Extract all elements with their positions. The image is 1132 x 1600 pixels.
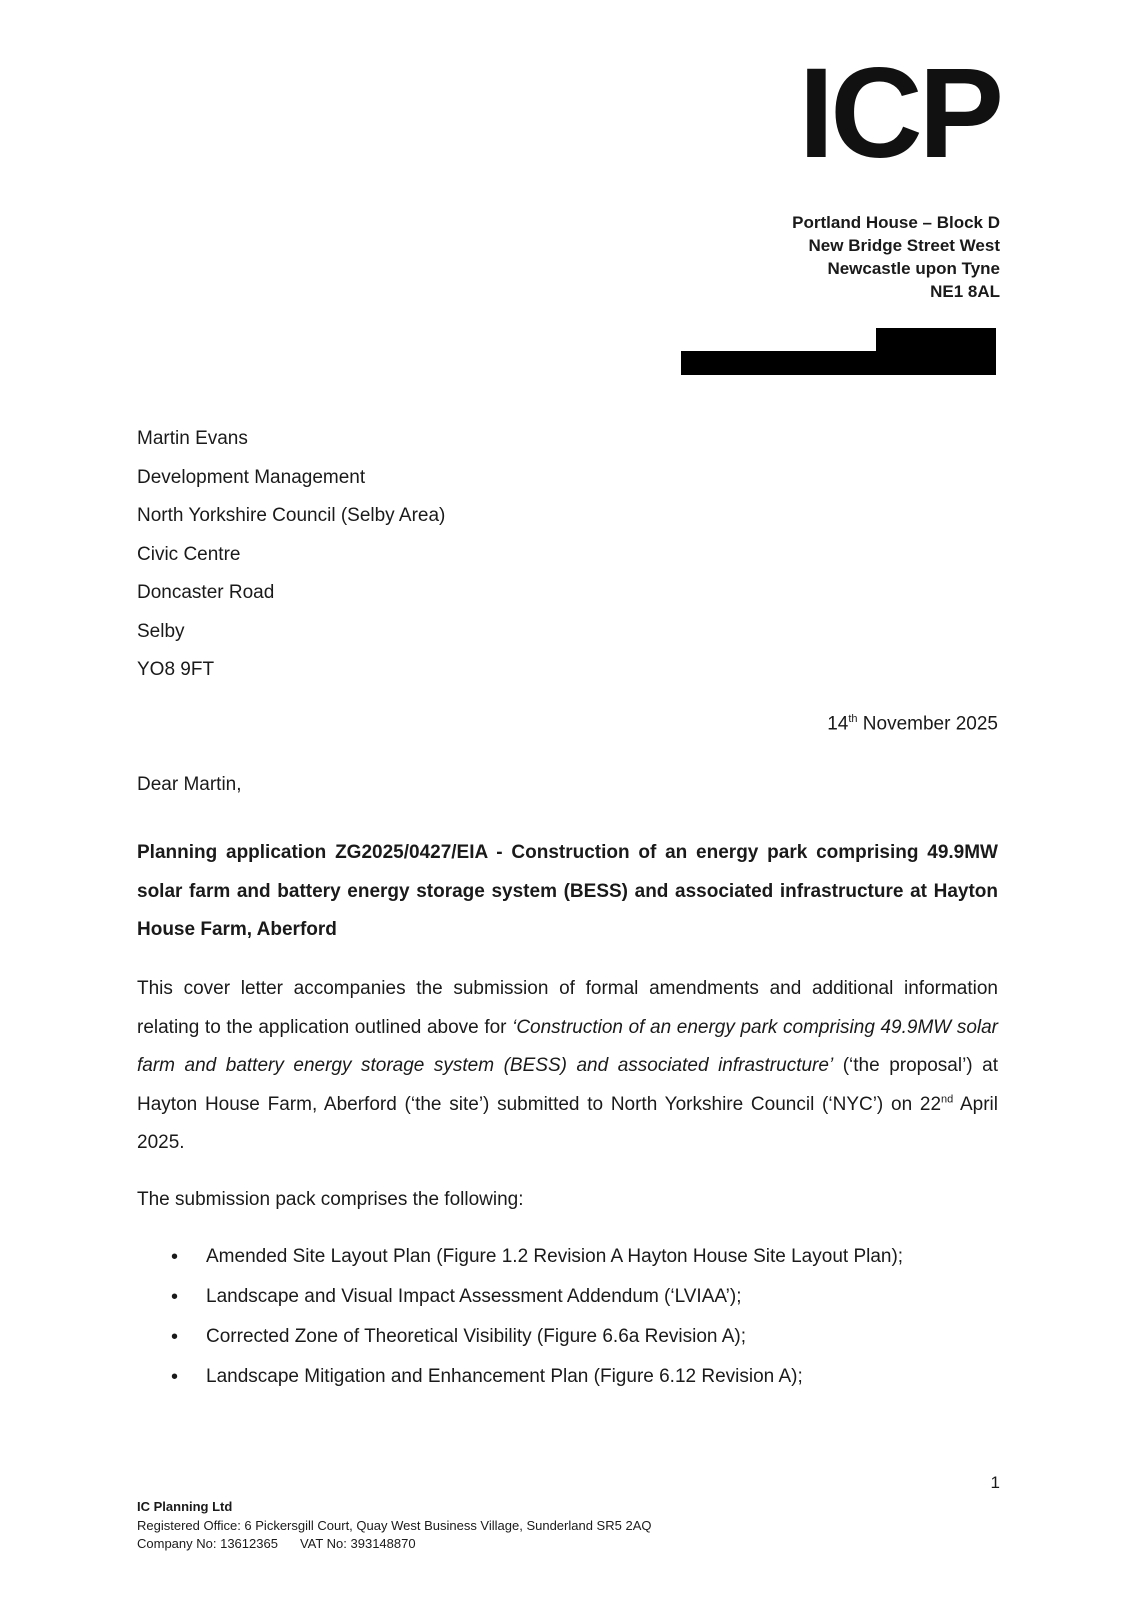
address-line: NE1 8AL xyxy=(930,282,1000,301)
submission-list xyxy=(137,1246,903,1406)
subject-heading: Planning application ZG2025/0427/EIA - Construction of an energy park comprising 49.9MW solar farm and battery energy storage system (BESS) and associated infrastructure at Hayton House Farm, Aberford xyxy=(137,842,998,940)
date-day: 14 xyxy=(827,713,849,735)
footer xyxy=(137,1498,651,1554)
paragraph-text: This cover letter accompanies the submission of formal amendments and additional information relating to the application outlined above for xyxy=(137,978,998,1038)
ordinal-suffix: nd xyxy=(941,1093,954,1106)
list-item: • Landscape and Visual Impact Assessment Addendum (‘LVIAA’); xyxy=(137,1286,903,1326)
address-line: Newcastle upon Tyne xyxy=(827,259,1000,278)
list-item: • Amended Site Layout Plan (Figure 1.2 Revision A Hayton House Site Layout Plan); xyxy=(137,1246,903,1286)
recipient-line: Development Management xyxy=(137,466,366,488)
footer-company-no: Company No: 13612365 xyxy=(137,1536,278,1551)
proposal-description: ‘Construction of an energy park comprising 49.9MW solar farm and battery energy storage system (BESS) and associated infrastructure’ xyxy=(137,1016,998,1076)
paragraph-text: (‘the proposal’) at Hayton House Farm, Aberford (‘the site’) submitted to North Yorkshire Council (‘NYC’) on 22 xyxy=(137,1055,998,1115)
date-rest: November 2025 xyxy=(857,713,998,735)
recipient-line: Martin Evans xyxy=(137,428,248,449)
address-line: New Bridge Street West xyxy=(808,236,1000,255)
redaction-block xyxy=(681,351,996,375)
paragraph-text: April 2025. xyxy=(137,1093,998,1153)
letter-date xyxy=(827,713,998,735)
page-number: 1 xyxy=(990,1473,1000,1492)
footer-numbers xyxy=(137,1535,651,1554)
recipient-line: Doncaster Road xyxy=(137,582,275,603)
recipient-address xyxy=(137,420,445,690)
recipient-line: Selby xyxy=(137,620,185,642)
footer-company: IC Planning Ltd xyxy=(137,1499,233,1514)
footer-vat-no: VAT No: 393148870 xyxy=(299,1536,416,1551)
date-suffix: th xyxy=(848,713,858,725)
list-item: • Landscape Mitigation and Enhancement Plan (Figure 6.12 Revision A); xyxy=(137,1366,903,1406)
pack-intro: The submission pack comprises the following: xyxy=(137,1189,524,1210)
salutation: Dear Martin, xyxy=(137,774,242,795)
footer-registered-office: Registered Office: 6 Pickersgill Court, Quay West Business Village, Sunderland SR5 2AQ xyxy=(137,1517,652,1533)
list-item: • Corrected Zone of Theoretical Visibility (Figure 6.6a Revision A); xyxy=(137,1326,903,1366)
company-logo: ICP xyxy=(798,42,1000,185)
recipient-line: North Yorkshire Council (Selby Area) xyxy=(137,505,446,526)
recipient-line: Civic Centre xyxy=(137,543,241,565)
intro-paragraph xyxy=(137,970,998,1163)
sender-address xyxy=(792,211,1000,303)
recipient-line: YO8 9FT xyxy=(137,659,215,680)
address-line: Portland House – Block D xyxy=(792,213,1000,232)
